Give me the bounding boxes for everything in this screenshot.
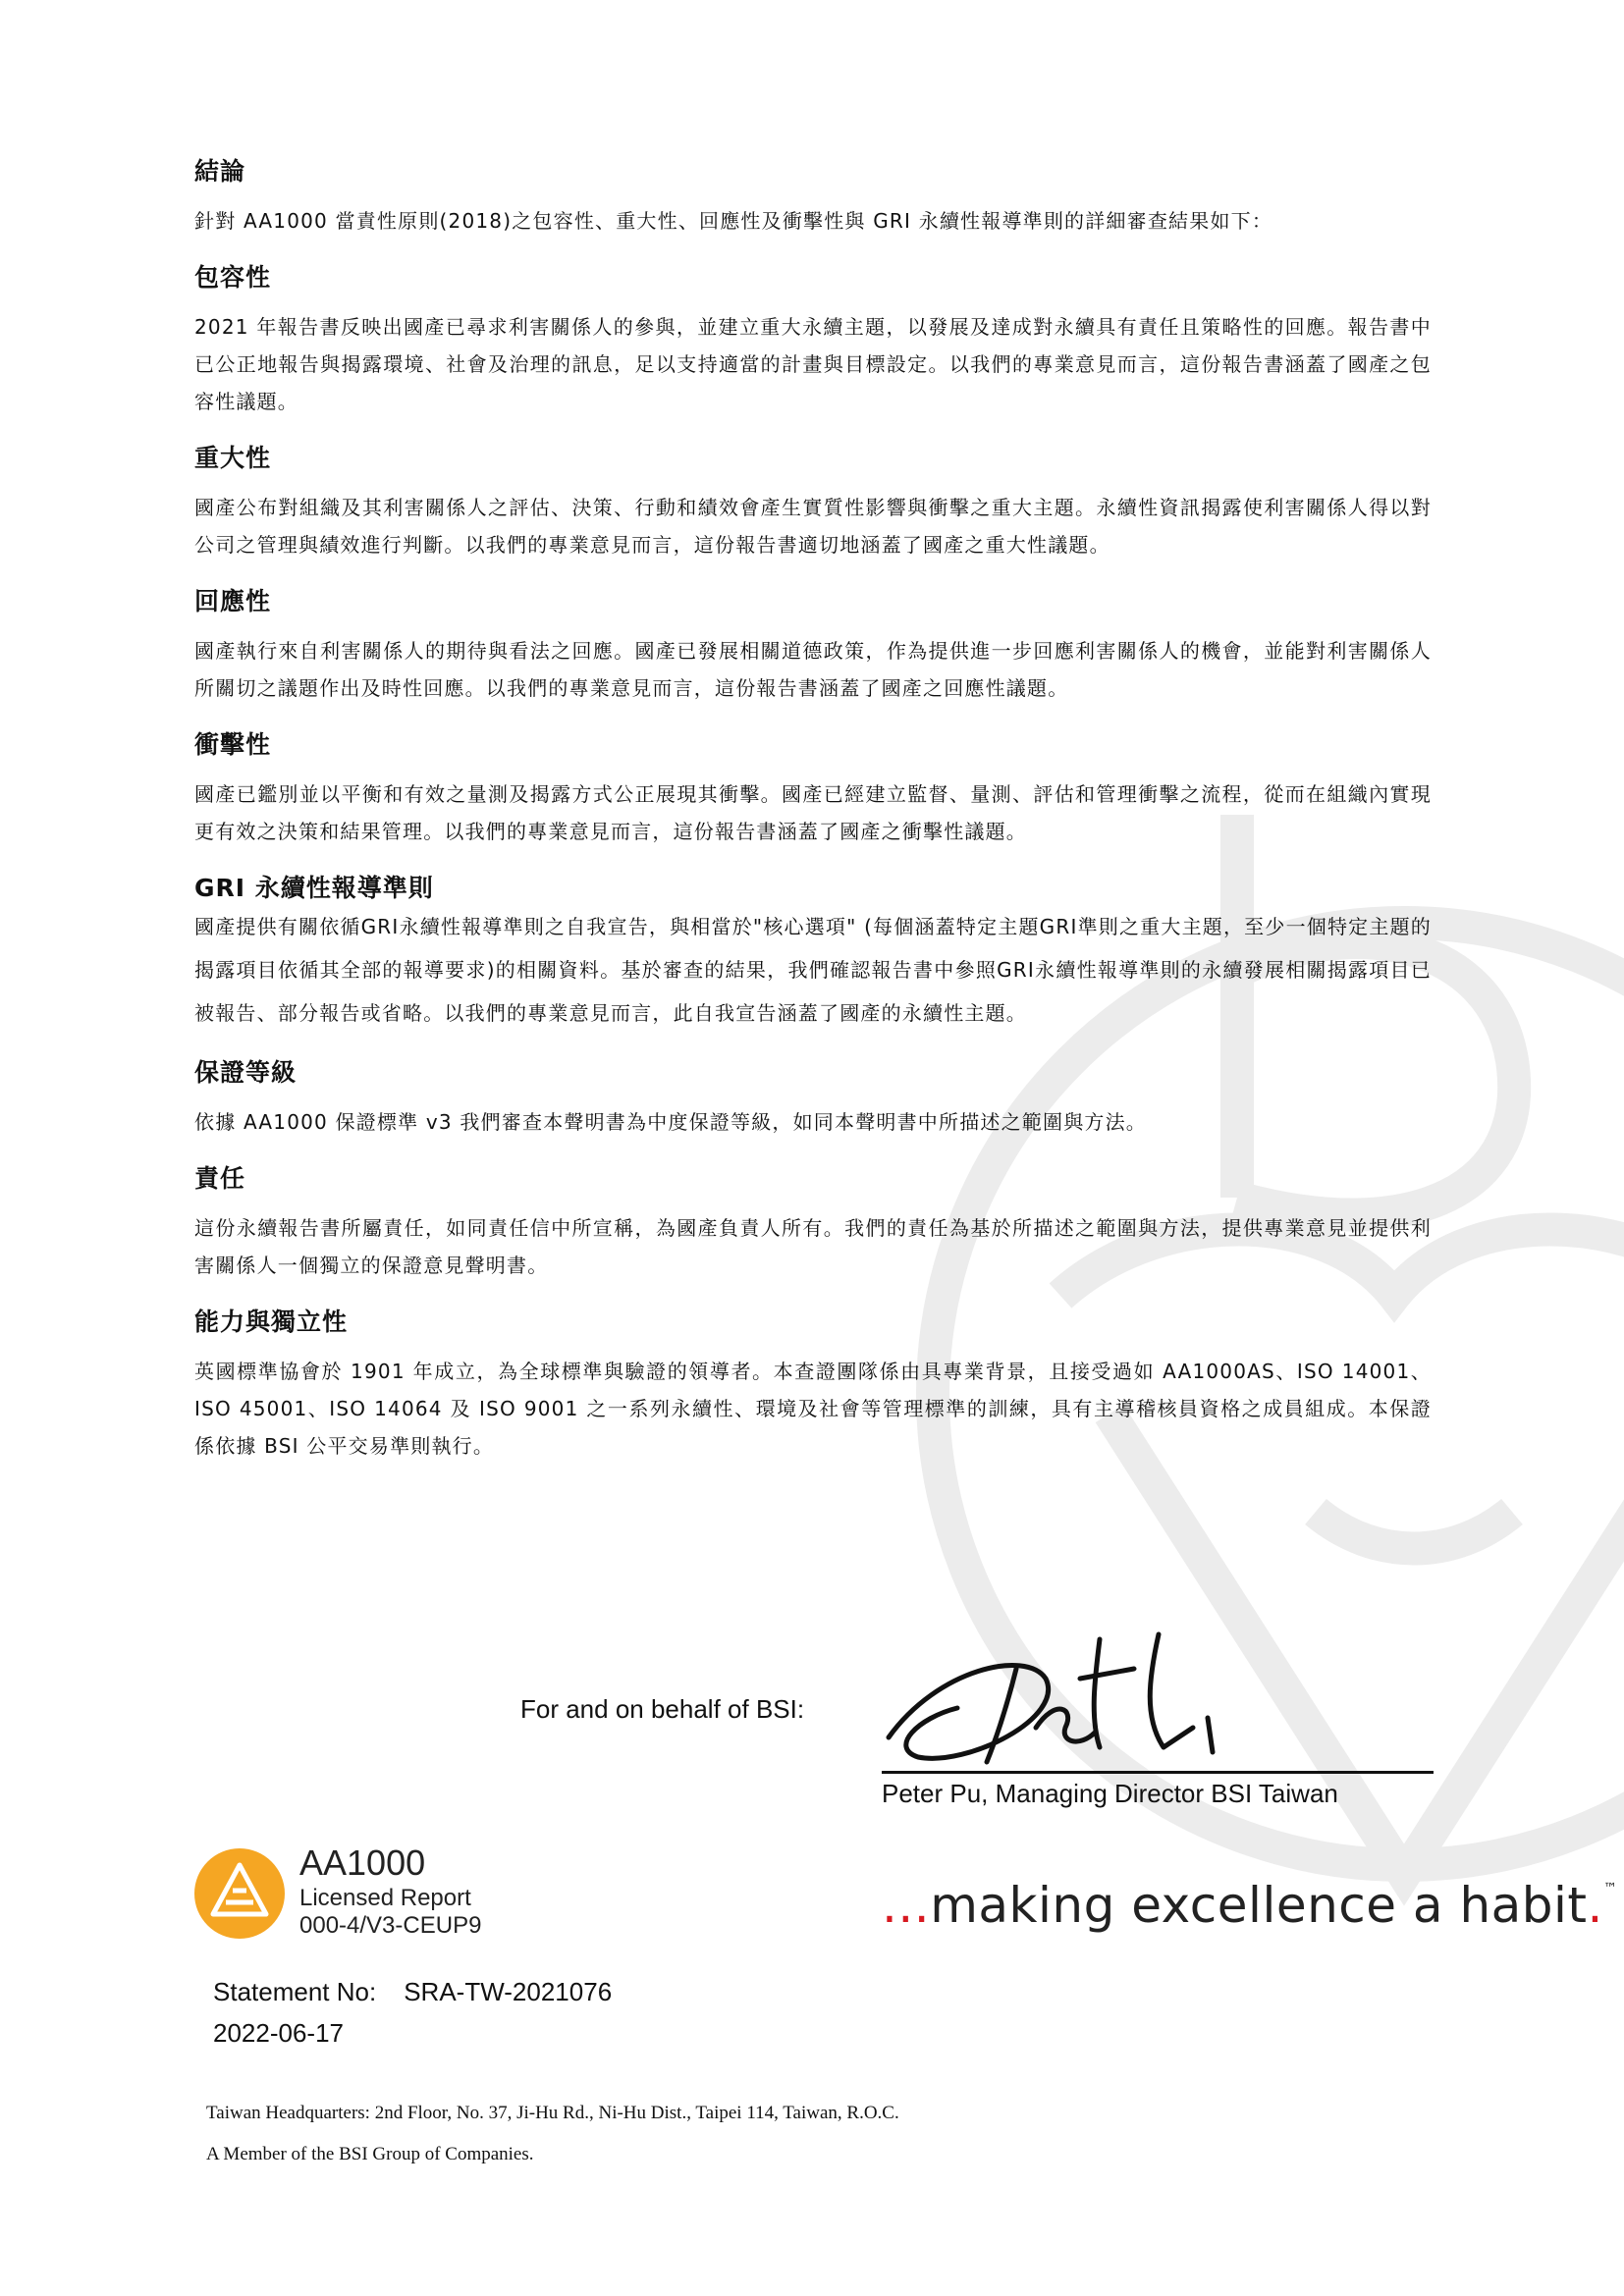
- section-heading-responsibility: 責任: [194, 1164, 246, 1193]
- section-body-competence: 英國標準協會於 1901 年成立，為全球標準與驗證的領導者。本查證團隊係由具專業背景，且接受過如 AA1000AS、ISO 14001、ISO 45001、ISO 14064 及 ISO 9001 之一系列永續性、環境及社會等管理標準的訓練，具有主導稽核員資格之成員組成。本保證係依據 BSI 公平交易準則執行。: [194, 1360, 1432, 1458]
- section-body-materiality: 國產公布對組織及其利害關係人之評估、決策、行動和績效會產生實質性影響與衝擊之重大主題。永續性資訊揭露使利害關係人得以對公司之管理與績效進行判斷。以我們的專業意見而言，這份報告書適切地涵蓋了國產之重大性議題。: [194, 496, 1432, 557]
- license-title: AA1000: [299, 1842, 426, 1883]
- tagline-dots: ...: [882, 1877, 931, 1934]
- section-body-responsibility: 這份永續報告書所屬責任，如同責任信中所宣稱，為國產負責人所有。我們的責任為基於所描述之範圍與方法，提供專業意見並提供利害關係人一個獨立的保證意見聲明書。: [194, 1216, 1432, 1277]
- section-body-responsiveness: 國產執行來自利害關係人的期待與看法之回應。國產已發展相關道德政策，作為提供進一步回應利害關係人的機會，並能對利害關係人所關切之議題作出及時性回應。以我們的專業意見而言，這份報告書涵蓋了國產之回應性議題。: [194, 639, 1432, 700]
- section-heading-materiality: 重大性: [194, 444, 272, 472]
- handwritten-signature-icon: [879, 1610, 1272, 1772]
- section-heading-impact: 衝擊性: [194, 730, 272, 759]
- statement-number: SRA-TW-2021076: [404, 1977, 613, 2006]
- tagline-period: .: [1587, 1877, 1603, 1934]
- section-heading-gri: GRI 永續性報導準則: [194, 874, 434, 902]
- tagline-text: making excellence a habit: [930, 1877, 1588, 1934]
- section-heading-assurance-level: 保證等級: [194, 1058, 298, 1087]
- statement-date: 2022-06-17: [213, 2018, 344, 2048]
- statement-label: Statement No:: [213, 1977, 377, 2006]
- tagline-trademark: ™: [1602, 1881, 1618, 1896]
- section-body-inclusivity: 2021 年報告書反映出國產已尋求利害關係人的參與，並建立重大永續主題，以發展及達成對永續具有責任且策略性的回應。報告書中已公正地報告與揭露環境、社會及治理的訊息，足以支持適當的計畫與目標設定。以我們的專業意見而言，這份報告書涵蓋了國產之包容性議題。: [194, 315, 1432, 413]
- footer-address: Taiwan Headquarters: 2nd Floor, No. 37, Ji-Hu Rd., Ni-Hu Dist., Taipei 114, Taiwan, R.O.C.: [206, 2103, 899, 2123]
- section-body-impact: 國產已鑑別並以平衡和有效之量測及揭露方式公正展現其衝擊。國產已經建立監督、量測、評估和管理衝擊之流程，從而在組織內實現更有效之決策和結果管理。以我們的專業意見而言，這份報告書涵蓋了國產之衝擊性議題。: [194, 782, 1432, 843]
- signatory-name: Peter Pu, Managing Director BSI Taiwan: [882, 1779, 1338, 1808]
- statement-number-row: [213, 1977, 612, 2007]
- section-body-conclusion: 針對 AA1000 當責性原則(2018)之包容性、重大性、回應性及衝擊性與 GRI 永續性報導準則的詳細審查結果如下：: [194, 209, 1273, 233]
- bsi-tagline: [882, 1877, 1617, 1934]
- signature-line: [882, 1771, 1434, 1774]
- aa1000-logo-icon: [193, 1847, 286, 1940]
- signature-label: For and on behalf of BSI:: [520, 1694, 805, 1724]
- section-body-assurance-level: 依據 AA1000 保證標準 v3 我們審查本聲明書為中度保證等級，如同本聲明書中所描述之範圍與方法。: [194, 1110, 1148, 1134]
- report-body: [194, 155, 1432, 1465]
- license-details: [299, 1885, 481, 1940]
- section-heading-responsiveness: 回應性: [194, 587, 272, 615]
- footer-member: A Member of the BSI Group of Companies.: [206, 2144, 534, 2164]
- section-heading-competence: 能力與獨立性: [194, 1308, 349, 1336]
- license-line2: 000-4/V3-CEUP9: [299, 1912, 482, 1939]
- license-line1: Licensed Report: [299, 1885, 471, 1911]
- section-heading-conclusion: 結論: [194, 157, 246, 186]
- section-heading-inclusivity: 包容性: [194, 263, 272, 292]
- section-body-gri: 國產提供有關依循GRI永續性報導準則之自我宣告，與相當於"核心選項" (每個涵蓋特定主題GRI準則之重大主題，至少一個特定主題的揭露項目依循其全部的報導要求)的相關資料。基於審查的結果，我們確認報告書中參照GRI永續性報導準則的永續發展相關揭露項目已被報告、部分報告或省略。以我們的專業意見而言，此自我宣告涵蓋了國產的永續性主題。: [194, 915, 1432, 1025]
